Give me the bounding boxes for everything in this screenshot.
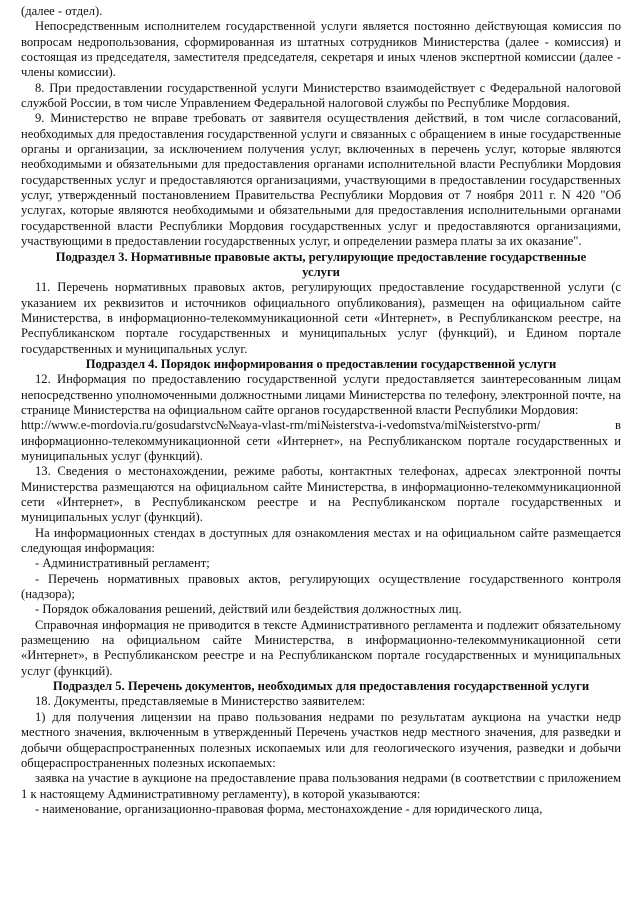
paragraph: 1) для получения лицензии на право пользования недрами по результатам аукциона на участки недр местного значения, включенным в утвержденный Перечень участков недр местного значения, для разведки и добычи общераспространенных полезных ископаемых или для геологического изучения, разведки и добычи общераспространенных полезных ископаемых: [21, 709, 621, 770]
paragraph: 8. При предоставлении государственной услуги Министерство взаимодействует с Федеральной налоговой службой России, в том числе Управлением Федеральной налоговой службы по Республике Мордовия. [21, 80, 621, 111]
paragraph: - наименование, организационно-правовая форма, местонахождение - для юридического лица, [35, 801, 543, 816]
paragraph: 11. Перечень нормативных правовых актов, регулирующих предоставление государственной услуги (с указанием их реквизитов и источников официального опубликования), размещен на официальном сайте Министерства, в информационно-телекоммуникационной сети «Интернет», в Республиканском реестре, на Республиканском портале государственных и муниципальных услуг (функций), и Едином портале государственных и муниципальных услуг. [21, 280, 621, 356]
section-heading: Подраздел 5. Перечень документов, необходимых для предоставления государственной услуги [52, 679, 590, 694]
document-body [21, 4, 621, 817]
paragraph: 9. Министерство не вправе требовать от заявителя осуществления действий, в том числе согласований, необходимых для предоставления государственной услуги и связанных с обращением в иные государственные органы и организации, за исключением получения услуг, включенных в перечень услуг, которые являются необходимыми и обязательными для предоставления органами исполнительной власти Республики Мордовия государственных услуг и предоставляются организациями, участвующими в предоставлении государственных услуг, утвержденный постановлением Правительства Республики Мордовия от 7 ноября 2011 г. N 420 "Об услугах, которые являются необходимыми и обязательными для предоставления исполнительными органами государственной власти Республики Мордовия государственных услуг и предоставляются организациями, участвующими в предоставлении государственных услуг, и определении размера платы за их оказание". [21, 111, 621, 249]
paragraph: - Порядок обжалования решений, действий или бездействия должностных лиц. [35, 602, 462, 617]
website-url: http://www.e-mordovia.ru/gosudarstvc№№aya-vlast-rm/mi№isterstva-i-vedomstva/mi№isterstvo-prm/ [21, 418, 541, 433]
url-line [21, 418, 621, 433]
paragraph: заявка на участие в аукционе на предоставление права пользования недрами (в соответствии с приложением 1 к настоящему Административному регламенту), в которой указываются: [21, 771, 621, 801]
paragraph: - Административный регламент; [35, 556, 210, 571]
paragraph: - Перечень нормативных правовых актов, регулирующих осуществление государственного контроля (надзора); [21, 571, 621, 602]
paragraph: информационно-телекоммуникационной сети «Интернет», на Республиканском портале государственных и муниципальных услуг (функций). [21, 433, 621, 463]
section-heading: Подраздел 3. Нормативные правовые акты, регулирующие предоставление государственные услуги [55, 249, 587, 279]
section-heading: Подраздел 4. Порядок информирования о предоставлении государственной услуги [85, 356, 557, 371]
paragraph: Непосредственным исполнителем государственной услуги является постоянно действующая комиссия по вопросам недропользования, сформированная из штатных сотрудников Министерства (далее - комиссия) и состоящая из председателя, заместителя председателя, секретаря и иных членов экспертной комиссии (далее - члены комиссии). [21, 19, 621, 80]
url-line-tail: в [615, 418, 621, 433]
paragraph: 18. Документы, представляемые в Министерство заявителем: [35, 694, 366, 709]
paragraph: На информационных стендах в доступных для ознакомления местах и на официальном сайте размещается следующая информация: [21, 525, 621, 556]
paragraph: Справочная информация не приводится в тексте Административного регламента и подлежит обязательному размещению на официальном сайте Министерства, в информационно-телекоммуникационной сети «Интернет», в Республиканском реестре и на Республиканском портале государственных и муниципальных услуг (функций). [21, 617, 621, 678]
paragraph: 12. Информация по предоставлению государственной услуги предоставляется заинтересованным лицам непосредственно уполномоченными должностными лицами Министерства по телефону, электронной почте, на странице Министерства на официальном сайте органов государственной власти Республики Мордовия: [21, 372, 621, 417]
paragraph: 13. Сведения о местонахождении, режиме работы, контактных телефонах, адресах электронной почты Министерства размещаются на официальном сайте Министерства, в информационно-телекоммуникационной сети «Интернет», в Республиканском реестре и на Республиканском портале государственных и муниципальных услуг (функций). [21, 464, 621, 525]
paragraph: (далее - отдел). [21, 4, 103, 18]
